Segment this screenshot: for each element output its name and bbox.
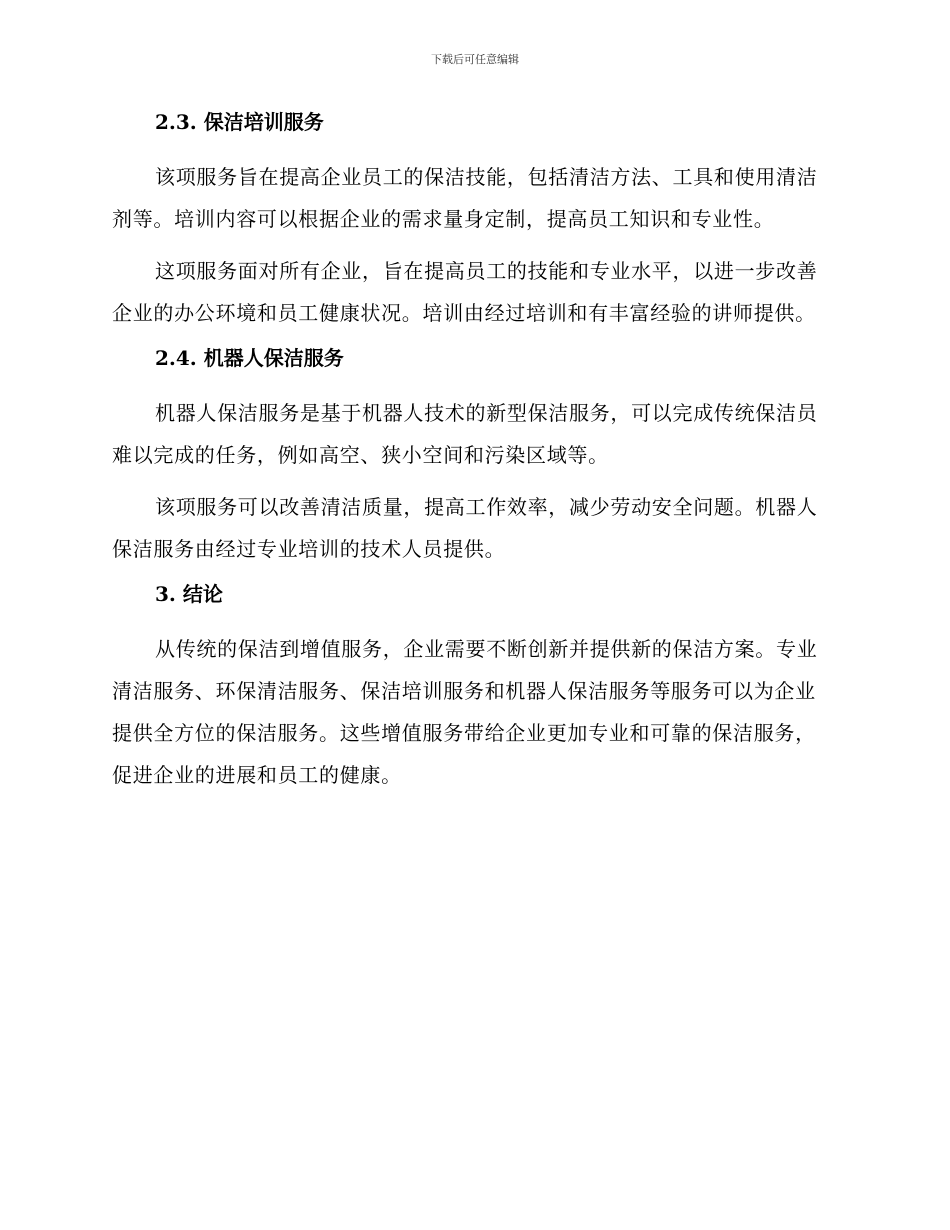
paragraph: 机器人保洁服务是基于机器人技术的新型保洁服务，可以完成传统保洁员难以完成的任务，例如高空、狭小空间和污染区域等。 <box>112 401 818 467</box>
document-body <box>112 108 830 796</box>
section-heading: 2.3. 保洁培训服务 <box>155 110 324 134</box>
header-note: 下载后可任意编辑 <box>431 53 519 66</box>
section-heading: 3. 结论 <box>155 582 223 606</box>
section-conclusion <box>112 580 830 796</box>
paragraph: 该项服务可以改善清洁质量，提高工作效率，减少劳动安全问题。机器人保洁服务由经过专业培训的技术人员提供。 <box>112 495 818 561</box>
paragraph: 该项服务旨在提高企业员工的保洁技能，包括清洁方法、工具和使用清洁剂等。培训内容可以根据企业的需求量身定制，提高员工知识和专业性。 <box>112 165 818 231</box>
paragraph: 这项服务面对所有企业，旨在提高员工的技能和专业水平，以进一步改善企业的办公环境和员工健康状况。培训由经过培训和有丰富经验的讲师提供。 <box>112 259 818 325</box>
paragraph: 从传统的保洁到增值服务，企业需要不断创新并提供新的保洁方案。专业清洁服务、环保清洁服务、保洁培训服务和机器人保洁服务等服务可以为企业提供全方位的保洁服务。这些增值服务带给企业更加专业和可靠的保洁服务，促进企业的进展和员工的健康。 <box>112 637 818 787</box>
section-cleaning-training <box>112 108 830 334</box>
section-robot-cleaning <box>112 344 830 570</box>
section-heading: 2.4. 机器人保洁服务 <box>155 346 344 370</box>
